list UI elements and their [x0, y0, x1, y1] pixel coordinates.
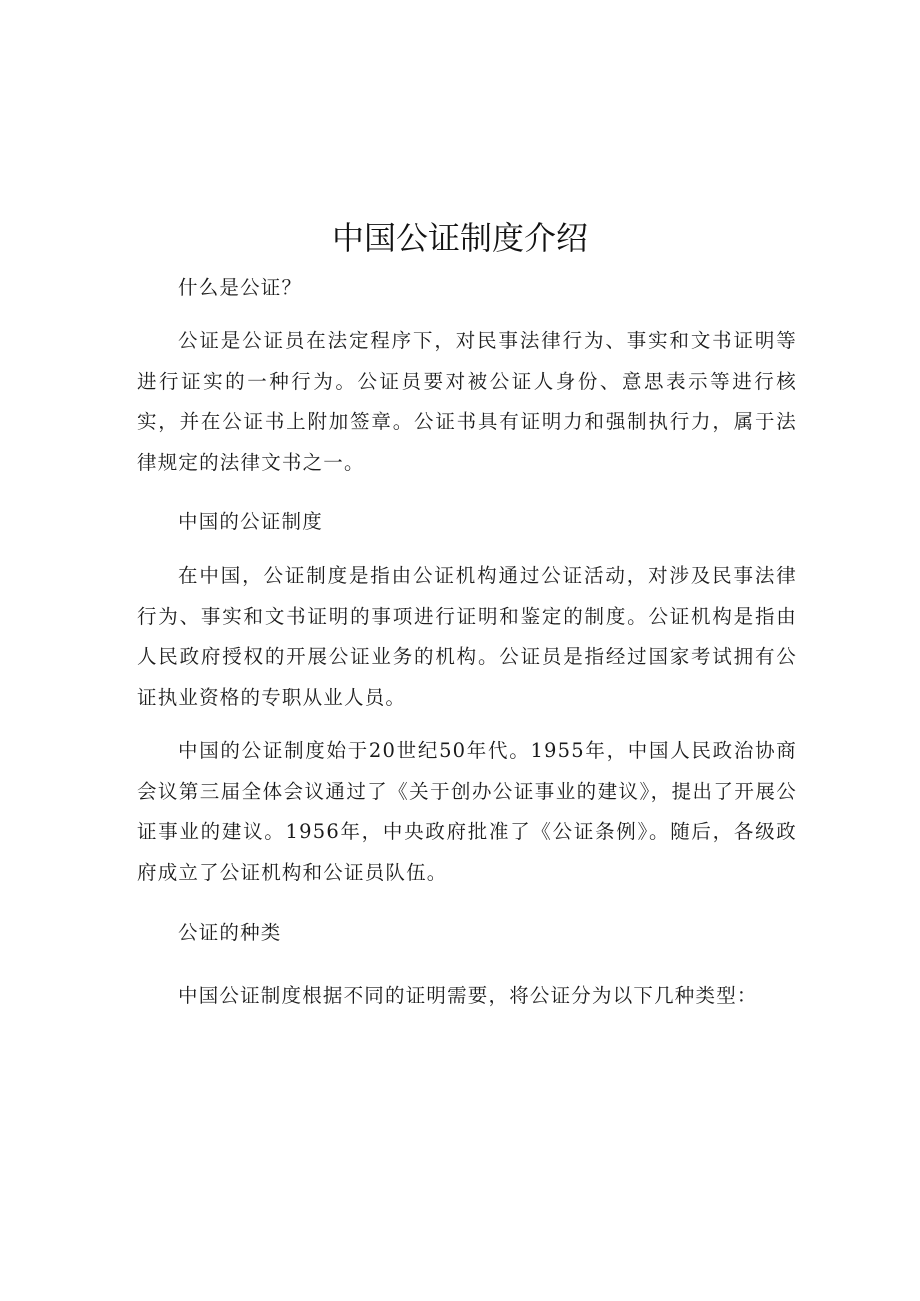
paragraph-types-intro: 中国公证制度根据不同的证明需要，将公证分为以下几种类型： [178, 984, 758, 1007]
paragraph-history: 中国的公证制度始于20世纪50年代。1955年，中国人民政治协商会议第三届全体会议通过了《关于创办公证事业的建议》，提出了开展公证事业的建议。1956年，中央政府批准了《公证条例》。随后，各级政府成立了公证机构和公证员队伍。 [137, 739, 797, 884]
section-heading-china-notary-system: 中国的公证制度 [178, 510, 323, 533]
paragraph-china-system: 在中国，公证制度是指由公证机构通过公证活动，对涉及民事法律行为、事实和文书证明的事项进行证明和鉴定的制度。公证机构是指由人民政府授权的开展公证业务的机构。公证员是指经过国家考试拥有公证执业资格的专职从业人员。 [137, 564, 797, 709]
section-heading-notarization-types: 公证的种类 [178, 921, 282, 944]
paragraph-definition: 公证是公证员在法定程序下，对民事法律行为、事实和文书证明等进行证实的一种行为。公证员要对被公证人身份、意思表示等进行核实，并在公证书上附加签章。公证书具有证明力和强制执行力，属于法律规定的法律文书之一。 [137, 329, 797, 474]
document-title: 中国公证制度介绍 [331, 219, 588, 257]
section-question-what-is-notarization: 什么是公证？ [178, 276, 303, 299]
